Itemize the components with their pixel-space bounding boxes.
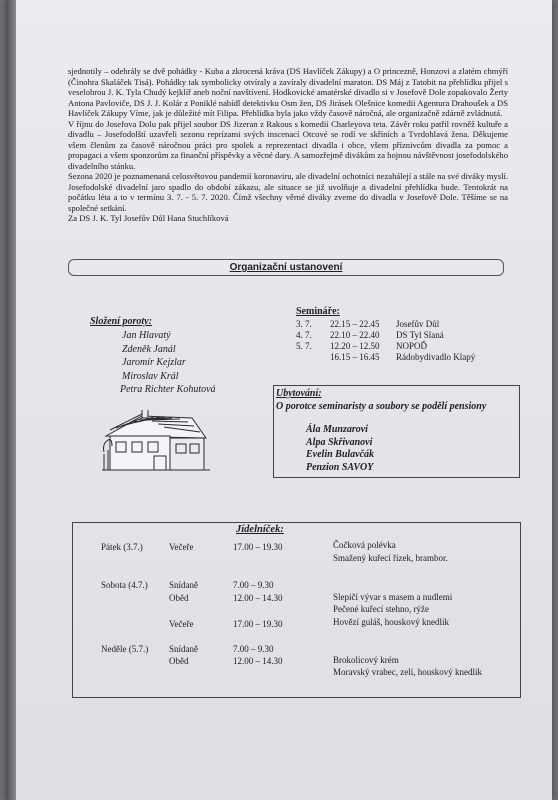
seminar-date xyxy=(296,352,330,363)
seminar-row xyxy=(296,330,506,341)
lodging-box xyxy=(273,385,520,478)
jury-member: Jan Hlavatý xyxy=(122,330,171,341)
jury-member: Jaromír Kejzlar xyxy=(122,357,186,368)
jury-member: Petra Richter Kohutová xyxy=(120,384,216,395)
menu-dish: Brokolicový krém xyxy=(333,655,399,665)
menu-dish: Pečené kuřecí stehno, rýže xyxy=(333,604,429,614)
page-shadow-edge xyxy=(6,0,16,800)
intro-text xyxy=(68,66,508,224)
seminar-row xyxy=(296,352,506,363)
jury-member: Miroslav Král xyxy=(122,370,179,382)
intro-line: sjednotily – odehrály se dvě pohádky - Kuba a zkrocená kráva (DS Havlíček Zákupy) a O princezně, Honzovi a zlatém chmýří (Činohra Skaláček Tisá). Pohádky tak symbolicky otvíraly a zavíraly divadelní maraton. DS Máj z Tatobit na přehlídku přijel s veselohrou J. K. Tyla Chudý kejklíř aneb noční navštívení. Hodkovické amatérské divadlo si v Josefově Dole zopakovalo Žerty Antona Pavloviče, DS J. J. Kolár z Poniklé nabídl detektivku Osm žen, DS Jirásek Olešnice komedii Agentura Drahoušek a DS Havlíček Zákupy Víme, jak je důležité mít Filipa. Přehlídka byla jako vždy časově náročná, ale organizačně zdárně zvládnutá. xyxy=(68,66,508,118)
menu-dish: Moravský vrabec, zelí, houskový knedlík xyxy=(333,667,482,677)
menu-heading: Jídelníček: xyxy=(236,524,284,535)
seminar-date: 3. 7. xyxy=(296,319,312,329)
menu-dish: Hovězí guláš, houskový knedlík xyxy=(333,617,449,627)
lodging-item: Ála Munzarovi xyxy=(306,424,368,435)
seminar-time: 22.15 – 22.45 xyxy=(330,319,380,329)
jury-heading: Složení poroty: xyxy=(90,316,152,327)
menu-time: 7.00 – 9.30 xyxy=(233,644,274,654)
seminar-time: 12.20 – 12.50 xyxy=(330,341,380,351)
jury-block xyxy=(90,316,216,397)
seminar-row xyxy=(296,341,506,352)
seminars-block xyxy=(296,306,506,363)
menu-time: 12.00 – 14.30 xyxy=(233,593,283,603)
menu-meal: Snídaně xyxy=(169,644,198,654)
jury-member: Zdeněk Janál xyxy=(122,343,176,355)
menu-meal: Oběd xyxy=(169,656,189,666)
menu-dish: Čočková polévka xyxy=(333,540,396,550)
menu-day: Pátek (3.7.) xyxy=(101,542,143,552)
lodging-list xyxy=(306,424,374,474)
house-illustration xyxy=(102,410,210,474)
seminar-group: DS Tyl Slaná xyxy=(396,330,444,340)
menu-time: 12.00 – 14.30 xyxy=(233,656,283,666)
seminar-row xyxy=(296,319,506,330)
menu-box xyxy=(72,522,521,698)
lodging-item: Alpa Skřivanovi xyxy=(306,436,373,448)
lodging-description: O porotce seminaristy a soubory se podělí pensiony xyxy=(276,401,487,412)
menu-meal: Večeře xyxy=(169,619,194,629)
menu-meal: Snídaně xyxy=(169,580,198,590)
menu-day: Neděle (5.7.) xyxy=(101,644,149,654)
seminars-heading: Semináře: xyxy=(296,306,340,317)
seminar-time: 22.10 – 22.40 xyxy=(330,330,380,340)
document-page xyxy=(6,0,552,800)
menu-dish: Smažený kuřecí řízek, brambor. xyxy=(333,553,448,563)
intro-signature: Za DS J. K. Tyl Josefův Důl Hana Stuchlíková xyxy=(68,213,229,223)
menu-dish: Slepičí vývar s masem a nudlemi xyxy=(333,592,453,602)
lodging-item: Penzion SAVOY xyxy=(306,461,374,473)
intro-line: V říjnu do Josefova Dolu pak přijel soubor DS Jizeran z Rakous s komedií Charleyova teta. Závěr roku patřil rovněž kultuře a divadlu – Josefodolští uzavřeli sezonu reprízami svých inscenací Otcové se rodí ve skříních a Tvrdohlavá žena. Děkujeme všem členům za časově náročnou práci pro spolek a reprezentaci divadla i obce, všem příznivcům divadla za pomoc a propagaci a všem sponzorům za finanční příspěvky a věcné dary. A samozřejmě divákům za hojnou návštěvnost josefodolského divadelního stánku. xyxy=(68,118,508,171)
seminar-time: 16.15 – 16.45 xyxy=(330,352,380,362)
menu-day: Sobota (4.7.) xyxy=(101,580,148,590)
menu-time: 7.00 – 9.30 xyxy=(233,580,274,590)
seminar-group: Josefův Důl xyxy=(396,319,440,329)
seminar-group: NOPOĎ xyxy=(396,341,428,351)
lodging-heading: Ubytování: xyxy=(276,388,322,399)
lodging-item: Evelin Bulavčák xyxy=(306,449,375,460)
menu-time: 17.00 – 19.30 xyxy=(233,542,283,552)
seminar-group: Rádobydivadlo Klapý xyxy=(396,352,476,362)
section-banner xyxy=(68,259,504,276)
seminar-date: 4. 7. xyxy=(296,330,312,340)
section-title: Organizační ustanovení xyxy=(229,262,343,273)
seminar-date: 5. 7. xyxy=(296,341,312,351)
intro-line: Sezona 2020 je poznamenaná celosvětovou pandemií koronaviru, ale divadelní ochotníci nezahálejí a stále na své diváky myslí. Josefodolské divadelní jaro spadlo do období zákazu, ale situace se již uvolňuje a divadelní přehlídka bude. Tentokrát na počátku léta a to v termínu 3. 7. - 5. 7. 2020. Čímž všechny věrné diváky zveme do divadla v Josefově Dole. Těšíme se na společné setkání. xyxy=(68,171,508,213)
menu-meal: Večeře xyxy=(169,542,194,552)
menu-meal: Oběd xyxy=(169,593,189,603)
menu-time: 17.00 – 19.30 xyxy=(233,619,283,629)
